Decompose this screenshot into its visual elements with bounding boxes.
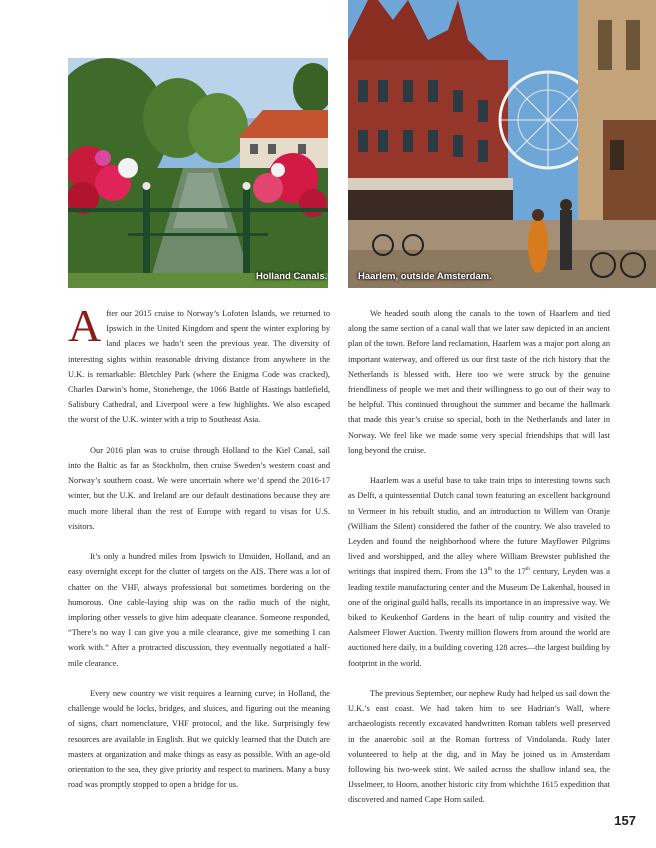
haarlem-photo — [348, 0, 656, 288]
paragraph-6-text-a: Haarlem was a useful base to take train trips to interesting towns such as Delft, a quintessential Dutch canal town featuring an excellent background to Vermeer in his rebuilt studio, and an introduction to Willem van Oranje (William the Silent) considered the father of the country. We also traveled to Leyden and found the neighborhood where the future Mayflower Pilgrims lived and worshipped, and the alley where William Brewster published the writings that inspired them. From the 13 — [348, 476, 610, 577]
page-number: 157 — [614, 813, 636, 828]
paragraph-2: Our 2016 plan was to cruise through Holland to the Kiel Canal, sail into the Baltic as far as Stockholm, then cruise Sweden’s western coast and Norway’s southern coast. We were uncertain where we’d spend the 2016-17 winter, but the U.K. and Ireland are our default destinations because they are much more liberal than the rest of Europe with regard to visas for U.S. visitors. — [68, 445, 330, 531]
haarlem-scene-illustration — [348, 0, 656, 288]
paragraph-6 — [348, 473, 610, 671]
paragraph-6-text-c: century, Leyden was a leading textile manufacturing center and the Museum De Lakenhal, housed in one of the original guild halls, recalls its importance in an impressive way. We biked to Keukenhof Gardens in the heart of tulip country and visited the Aalsmeer Flower Auction. Twenty million flowers from around the world are auctioned here daily, in a building covering 128 acres—the largest building by footprint in the world. — [348, 567, 610, 668]
paragraph-1 — [68, 300, 330, 428]
superscript-th-1: th — [487, 566, 492, 573]
left-photo-caption: Holland Canals. — [256, 271, 328, 282]
holland-canals-photo — [68, 58, 328, 288]
drop-cap: A — [68, 300, 102, 351]
right-photo-caption: Haarlem, outside Amsterdam. — [358, 271, 492, 282]
right-column — [348, 306, 610, 823]
paragraph-3: It’s only a hundred miles from Ipswich to IJmuiden, Holland, and an easy overnight except for the clutter of targets on the AIS. There was a lot of chatter on the VHF, always professional but sometimes bordering on the humorous. One cable-laying ship was on the radio much of the night, imploring other vessels to give him adequate clearance. Someone responded, “There’s no way I can give you a mile clearance, give me something I can work with.” After a protracted discussion, they eventually negotiated a half-mile clearance. — [68, 552, 330, 668]
superscript-th-2: th — [525, 566, 531, 573]
paragraph-7: The previous September, our nephew Rudy had helped us sail down the U.K.’s east coast. We had taken him to see Hadrian’s Wall, where archaeologists recently excavated handwritten Roman tablets well preserved in the anaerobic soil at the Roman fortress of Vindolanda. Rudy later volunteered to help at the dig, and in May he joined us in Amsterdam following his two-week stint. We sailed across the shallow inland sea, the IJsselmeer, to Hoorn, another historic city from whichthe 1615 expedition that discovered and named Cape Horn sailed. — [348, 689, 610, 805]
paragraph-1-text: fter our 2015 cruise to Norway’s Lofoten Islands, we returned to Ipswich in the United Kingdom and spent the winter exploring by land places we hadn’t seen the previous year. The diversity of interesting sights within reasonable driving distance from anywhere in the U.K. is remarkable: Bletchley Park (where the Enigma Code was cracked), Charles Darwin’s home, Stonehenge, the 1066 Battle of Hastings battlefield, Salisbury Cathedral, and Liverpool were a few highlights. We also escaped the worst of the U.K. winter with a trip to Southeast Asia. — [68, 309, 330, 425]
paragraph-6-text-b: to the 17 — [491, 567, 526, 577]
left-column — [68, 300, 330, 808]
paragraph-5: We headed south along the canals to the town of Haarlem and tied along the same section of a canal wall that we later saw depicted in an ancient plan of the town. Before land reclamation, Haarlem was a major port along an important waterway, and offered us our first taste of the rich history that the Netherlands is blessed with. Here too we were struck by the genuine friendliness of people we met and their willingness to go out of their way to be helpful. This continued throughout the summer and became the hallmark that made this year’s cruise so special, both in the Netherlands and later in Norway. We feel like we made some very special friendships that will last long beyond the cruise. — [348, 309, 610, 455]
paragraph-4: Every new country we visit requires a learning curve; in Holland, the challenge would be locks, bridges, and sluices, and figuring out the meaning of signs, chart nomenclature, VHF protocol, and the like. Surprisingly few resources are available in English. But we quickly learned that the Dutch are masters at organization and make things as easy as possible. With an age-old orientation to the sea, they give priority and respect to mariners. Many a busy road was promptly stopped to open a bridge for us. — [68, 689, 330, 790]
canal-scene-illustration — [68, 58, 328, 288]
